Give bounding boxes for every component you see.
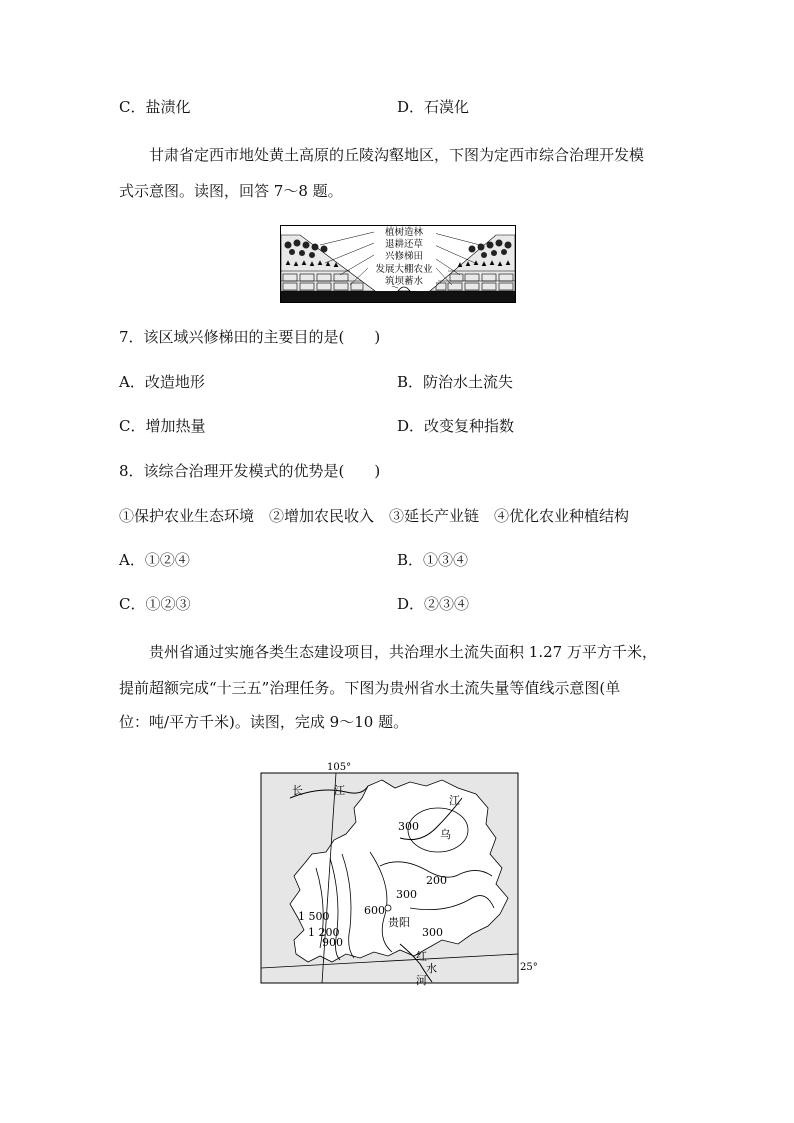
q8-option-c: C．①②③ <box>119 595 191 613</box>
q7-option-b: B．防治水土流失 <box>397 373 514 391</box>
q6-option-d: D．石漠化 <box>397 98 470 116</box>
label-greenhouse: 发展大棚农业 <box>375 264 433 275</box>
q8-option-b: B．①③④ <box>397 551 469 569</box>
q7-stem: 7．该区域兴修梯田的主要目的是( ) <box>119 328 381 346</box>
river-label-chang: 长 <box>292 784 303 797</box>
isoline-label-1500: 1 500 <box>298 910 330 923</box>
guiyang-dot <box>385 905 391 911</box>
passage1-line1: 甘肃省定西市地处黄土高原的丘陵沟壑地区，下图为定西市综合治理开发模 <box>149 146 645 164</box>
river-label-shui: 水 <box>426 962 437 975</box>
q8-items: ①保护农业生态环境 ②增加农民收入 ③延长产业链 ④优化农业种植结构 <box>119 507 630 525</box>
isoline-label-300-north: 300 <box>398 820 419 833</box>
longitude-label: 105° <box>327 762 352 773</box>
q7-option-d: D．改变复种指数 <box>397 417 515 435</box>
isoline-label-300-center: 300 <box>396 888 417 901</box>
isoline-label-200: 200 <box>426 874 447 887</box>
city-label-guiyang: 贵阳 <box>388 916 410 929</box>
isoline-label-300-south: 300 <box>422 926 443 939</box>
river-label-wu: 乌 <box>440 828 451 841</box>
river-label-jiang2: 江 <box>449 794 460 807</box>
guizhou-erosion-map <box>250 758 550 988</box>
label-dam: 筑坝蓄水 <box>384 276 424 287</box>
passage2-line2: 提前超额完成“十三五”治理任务。下图为贵州省水土流失量等值线示意图(单 <box>119 679 621 697</box>
q7-option-c: C．增加热量 <box>119 417 206 435</box>
isoline-label-900: 900 <box>322 936 343 949</box>
label-grass-restoration: 退耕还草 <box>384 239 424 250</box>
river-label-hong: 红 <box>416 950 427 963</box>
q7-option-a: A．改造地形 <box>119 373 205 391</box>
passage2-line3: 位：吨/平方千米)。读图，完成 9～10 题。 <box>119 713 409 731</box>
label-terraces: 兴修梯田 <box>384 251 424 262</box>
ground-strip <box>281 291 515 302</box>
label-afforestation: 植树造林 <box>384 227 424 238</box>
isoline-label-600: 600 <box>364 904 385 917</box>
passage2-line1: 贵州省通过实施各类生态建设项目，共治理水土流失面积 1.27 万平方千米， <box>149 643 657 661</box>
river-label-jiang: 江 <box>334 784 345 797</box>
isoline-label-1200: 1 200 <box>308 926 340 939</box>
terrace-diagram <box>280 225 516 303</box>
q8-stem: 8．该综合治理开发模式的优势是( ) <box>119 462 381 480</box>
latitude-label: 25° <box>520 962 538 973</box>
q8-option-a: A．①②④ <box>119 551 190 569</box>
q8-option-d: D．②③④ <box>397 595 470 613</box>
river-label-he: 河 <box>416 974 427 987</box>
q6-option-c: C．盐渍化 <box>119 98 191 116</box>
passage1-line2: 式示意图。读图，回答 7～8 题。 <box>119 182 343 200</box>
